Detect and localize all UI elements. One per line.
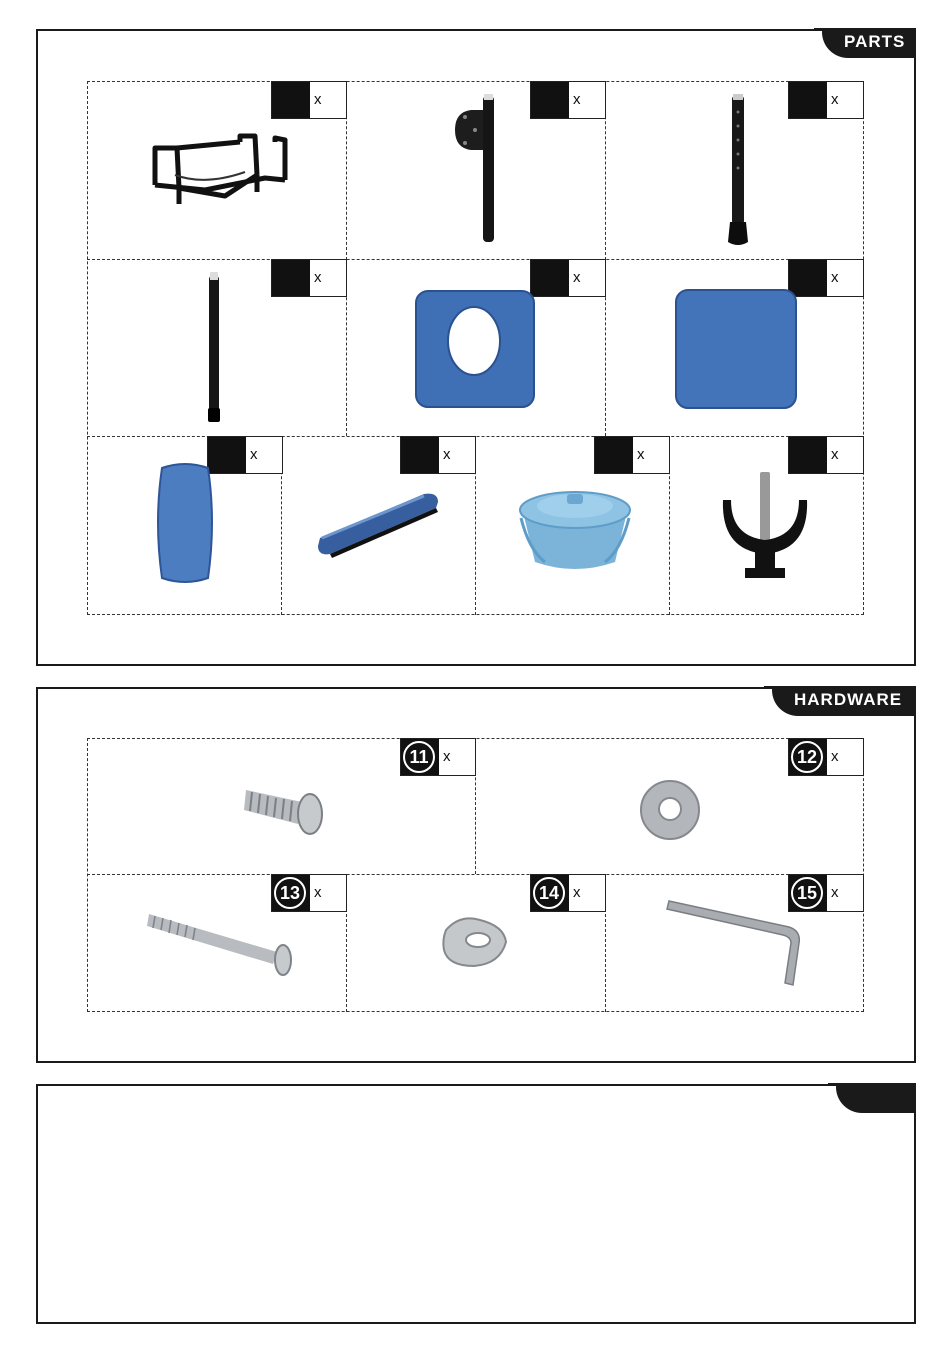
bucket-with-lid-icon: [515, 480, 635, 580]
hex-key-icon: [665, 893, 810, 988]
qty-box-part-6: x: [788, 259, 864, 297]
item-number-12: 12: [791, 741, 823, 773]
short-bolt-icon: [240, 780, 330, 840]
qty-box-hardware-14: 14 x: [530, 874, 606, 912]
seat-cover-icon: [674, 288, 798, 410]
armrest-pad-icon: [312, 488, 442, 560]
backrest-tube-icon: [445, 92, 515, 247]
qty-box-hardware-15: 15 x: [788, 874, 864, 912]
hardware-tab: [772, 686, 916, 716]
qty-box-part-4: x: [271, 259, 347, 297]
wave-washer-icon: [440, 912, 510, 970]
u-clip-bracket-icon: [715, 470, 815, 582]
item-number-15: 15: [791, 877, 823, 909]
backrest-pad-icon: [150, 462, 220, 586]
qty-box-part-3: x: [788, 81, 864, 119]
item-number-13: 13: [274, 877, 306, 909]
qty-box-part-1: x: [271, 81, 347, 119]
hardware-title: HARDWARE: [794, 690, 903, 709]
item-number-14: 14: [533, 877, 565, 909]
qty-box-part-2: x: [530, 81, 606, 119]
qty-box-hardware-13: 13 x: [271, 874, 347, 912]
parts-title: PARTS: [844, 32, 906, 51]
qty-box-part-9: x: [594, 436, 670, 474]
qty-box-part-8: x: [400, 436, 476, 474]
commode-frame-icon: [145, 130, 295, 210]
qty-box-hardware-12: 12 x: [788, 738, 864, 776]
leg-tube-icon: [715, 92, 765, 252]
qty-box-hardware-11: 11 x: [400, 738, 476, 776]
parts-tab: [822, 28, 916, 58]
blank-tab: [836, 1083, 916, 1113]
long-bolt-icon: [145, 908, 295, 978]
qty-box-part-10: x: [788, 436, 864, 474]
qty-box-part-7: x: [207, 436, 283, 474]
flat-washer-icon: [638, 778, 702, 842]
blank-panel: [36, 1084, 916, 1324]
item-number-11: 11: [403, 741, 435, 773]
qty-box-part-5: x: [530, 259, 606, 297]
commode-seat-icon: [414, 288, 536, 410]
extension-leg-icon: [195, 268, 235, 428]
